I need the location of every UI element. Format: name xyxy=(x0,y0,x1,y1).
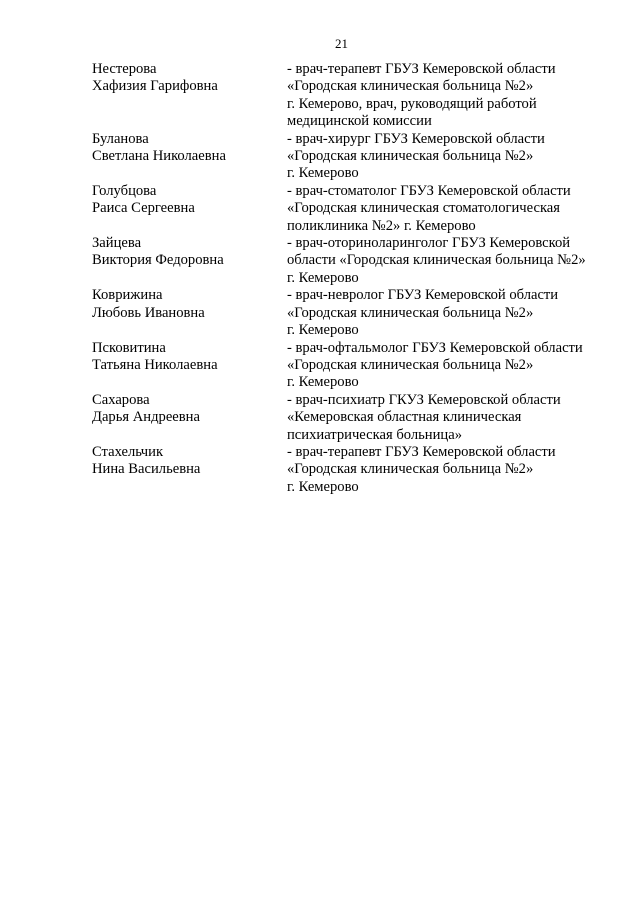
member-position xyxy=(287,235,612,287)
member-given-names: Дарья Андреевна xyxy=(92,409,200,426)
position-line: «Городская клиническая больница №2» xyxy=(287,148,534,165)
position-line: области «Городская клиническая больница №2» xyxy=(287,252,586,269)
position-line: - врач-невролог ГБУЗ Кемеровской области xyxy=(287,287,559,304)
commission-member xyxy=(92,235,612,287)
commission-member xyxy=(92,287,612,339)
member-surname: Сахарова xyxy=(92,391,150,408)
member-position xyxy=(287,340,612,392)
member-given-names: Виктория Федоровна xyxy=(92,252,224,269)
member-position xyxy=(287,183,612,235)
position-line: - врач-терапевт ГБУЗ Кемеровской области xyxy=(287,61,556,77)
member-surname: Псковитина xyxy=(92,339,166,356)
member-given-names: Хафизия Гарифовна xyxy=(92,78,218,95)
member-name xyxy=(92,61,287,131)
commission-member xyxy=(92,131,612,183)
position-line: «Городская клиническая больница №2» xyxy=(287,461,534,478)
position-line: г. Кемерово xyxy=(287,478,359,495)
member-given-names: Любовь Ивановна xyxy=(92,304,205,321)
position-line: - врач-стоматолог ГБУЗ Кемеровской области xyxy=(287,182,571,199)
member-name xyxy=(92,287,287,339)
member-given-names: Светлана Николаевна xyxy=(92,148,226,165)
position-line: - врач-хирург ГБУЗ Кемеровской области xyxy=(287,130,545,147)
position-line: «Городская клиническая больница №2» xyxy=(287,304,534,321)
member-surname: Голубцова xyxy=(92,182,157,199)
position-line: «Городская клиническая стоматологическая xyxy=(287,200,560,217)
position-line: «Городская клиническая больница №2» xyxy=(287,78,534,95)
position-line: медицинской комиссии xyxy=(287,113,432,130)
position-line: г. Кемерово xyxy=(287,165,359,182)
member-surname: Зайцева xyxy=(92,235,142,252)
member-position xyxy=(287,444,612,496)
member-name xyxy=(92,235,287,287)
commission-member xyxy=(92,444,612,496)
member-given-names: Нина Васильевна xyxy=(92,461,201,478)
member-given-names: Татьяна Николаевна xyxy=(92,356,218,373)
commission-member xyxy=(92,183,612,235)
member-position xyxy=(287,287,612,339)
member-name xyxy=(92,392,287,444)
member-name xyxy=(92,340,287,392)
position-line: «Кемеровская областная клиническая xyxy=(287,409,522,426)
position-line: - врач-психиатр ГКУЗ Кемеровской области xyxy=(287,391,561,408)
commission-member xyxy=(92,392,612,444)
member-surname: Стахельчик xyxy=(92,443,164,460)
member-given-names: Раиса Сергеевна xyxy=(92,200,195,217)
page-number: 21 xyxy=(335,36,348,51)
member-surname: Коврижина xyxy=(92,287,163,304)
member-position xyxy=(287,61,612,131)
member-surname: Буланова xyxy=(92,130,149,147)
commission-member xyxy=(92,61,612,131)
position-line: г. Кемерово xyxy=(287,322,359,339)
member-name xyxy=(92,183,287,235)
position-line: психиатрическая больница» xyxy=(287,426,463,443)
member-name xyxy=(92,131,287,183)
position-line: поликлиника №2» г. Кемерово xyxy=(287,217,476,234)
position-line: - врач-оториноларинголог ГБУЗ Кемеровской xyxy=(287,235,571,252)
commission-member xyxy=(92,340,612,392)
position-line: г. Кемерово, врач, руководящий работой xyxy=(287,95,537,112)
position-line: - врач-офтальмолог ГБУЗ Кемеровской области xyxy=(287,339,583,356)
member-name xyxy=(92,444,287,496)
member-surname: Нестерова xyxy=(92,61,157,77)
position-line: г. Кемерово xyxy=(287,374,359,391)
member-position xyxy=(287,131,612,183)
member-position xyxy=(287,392,612,444)
position-line: «Городская клиническая больница №2» xyxy=(287,356,534,373)
commission-members-list xyxy=(92,61,612,496)
position-line: г. Кемерово xyxy=(287,269,359,286)
position-line: - врач-терапевт ГБУЗ Кемеровской области xyxy=(287,443,556,460)
